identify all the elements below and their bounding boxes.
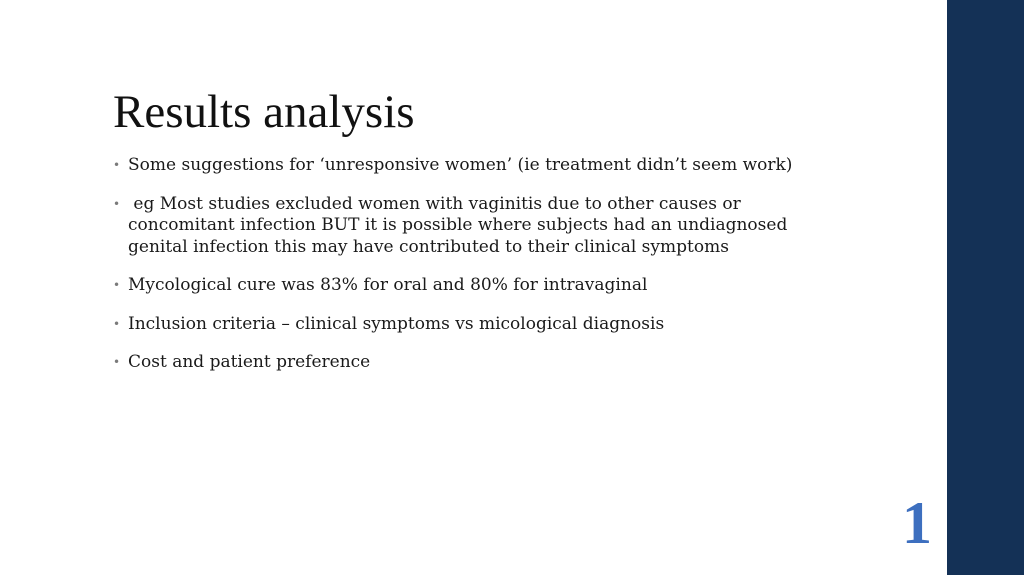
bullet-text: Inclusion criteria – clinical symptoms vs micological diagnosis [128,313,665,334]
bullet-text: eg Most studies excluded women with vaginitis due to other causes or concomitant infection BUT it is possible where subjects had an undiagnosed genital infection this may have contributed to their clinical symptoms [128,193,793,257]
bullet-item [113,275,833,297]
bullet-dot-icon: • [113,316,121,331]
bullet-text: Some suggestions for ‘unresponsive women’ (ie treatment didn’t seem work) [128,155,793,175]
bullet-dot-icon: • [113,158,121,172]
bullet-item [113,155,833,177]
bullet-item [113,352,833,374]
slide-title: Results analysis [113,86,415,138]
bullet-item [113,314,833,336]
sidebar-accent-bar [947,0,1024,575]
bullet-dot-icon: • [113,355,121,369]
bullet-dot-icon: • [113,196,121,211]
bullet-item [113,194,833,259]
slide-page-number: 1 [902,490,932,556]
bullet-list [113,155,833,391]
bullet-text: Mycological cure was 83% for oral and 80% for intravaginal [128,275,648,295]
bullet-text: Cost and patient preference [128,352,371,372]
bullet-dot-icon: • [113,278,121,292]
